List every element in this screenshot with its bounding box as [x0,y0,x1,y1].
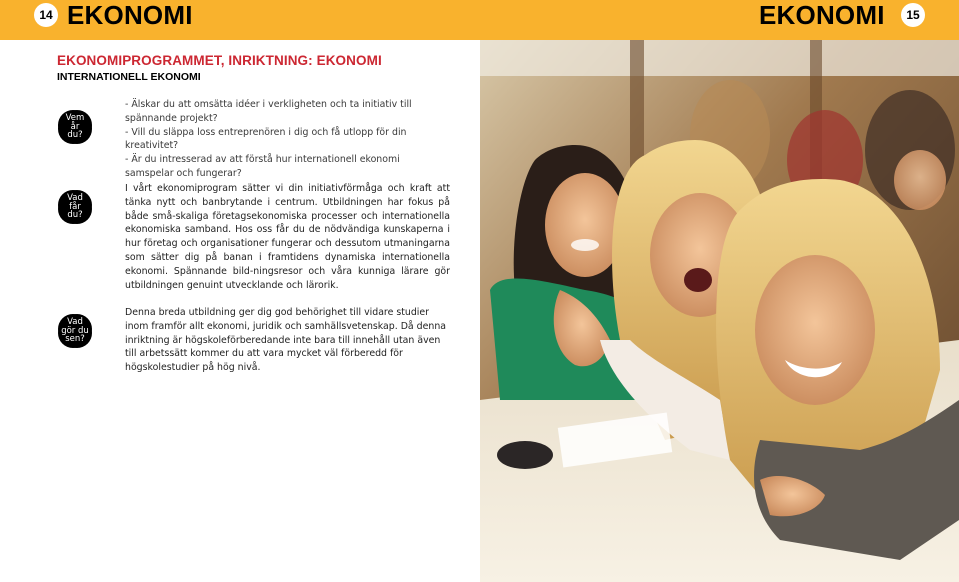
question-line-1: - Älskar du att omsätta idéer i verkligheten och ta initiativ till spännande projekt? [125,99,412,124]
right-page-number: 15 [901,3,925,27]
left-page-number: 14 [34,3,58,27]
question-line-3: - Är du intresserad av att förstå hur internationell ekonomi samspelar och fungerar? [125,154,400,179]
program-title: EKONOMIPROGRAMMET, INRIKTNING: EKONOMI [57,53,382,68]
right-page-title: EKONOMI [759,0,885,30]
badge-who-are-you: Vem år du? [60,112,90,142]
what-next-text: Denna breda utbildning ger dig god behörighet till vidare studier inom framför allt ekonomi, juridik och samhällsvetenskap. Då denna inriktning är högskoleförberedande inte bara till innehåll utan även till arbetssätt kommer du att vara mycket väl förberedd för högskolestudier på hög nivå. [125,307,447,374]
students-photo [480,40,959,582]
who-are-you-text [125,98,450,181]
question-line-2: - Vill du släppa loss entreprenören i dig och få utlopp för din kreativitet? [125,126,407,152]
badge-what-next: Vad gör du sen? [61,317,89,345]
program-subtitle: INTERNATIONELL EKONOMI [57,71,201,83]
left-page-title: EKONOMI [67,0,193,30]
what-do-you-get-text: I vårt ekonomiprogram sätter vi din initiativförmåga och kraft att tänka nytt och banbrytande i centrum. Utbildningen har fokus på både små-skaliga företagsekonomiska processer och internationella ekonomiska samband. Hos oss får du de nödvändiga kunskaperna i hur företag och organisationer fungerar och dessutom utmaningarna som sätter dig på banan i framtidens dynamiska internationella ekonomi. Spännande bild-ningsresor och våra kunniga lärare gör utbildningen genuint utvecklande och lärorik. [125,183,450,291]
badge-what-do-you-get: Vad får du? [60,192,90,222]
students-photo-illustration [480,40,959,582]
